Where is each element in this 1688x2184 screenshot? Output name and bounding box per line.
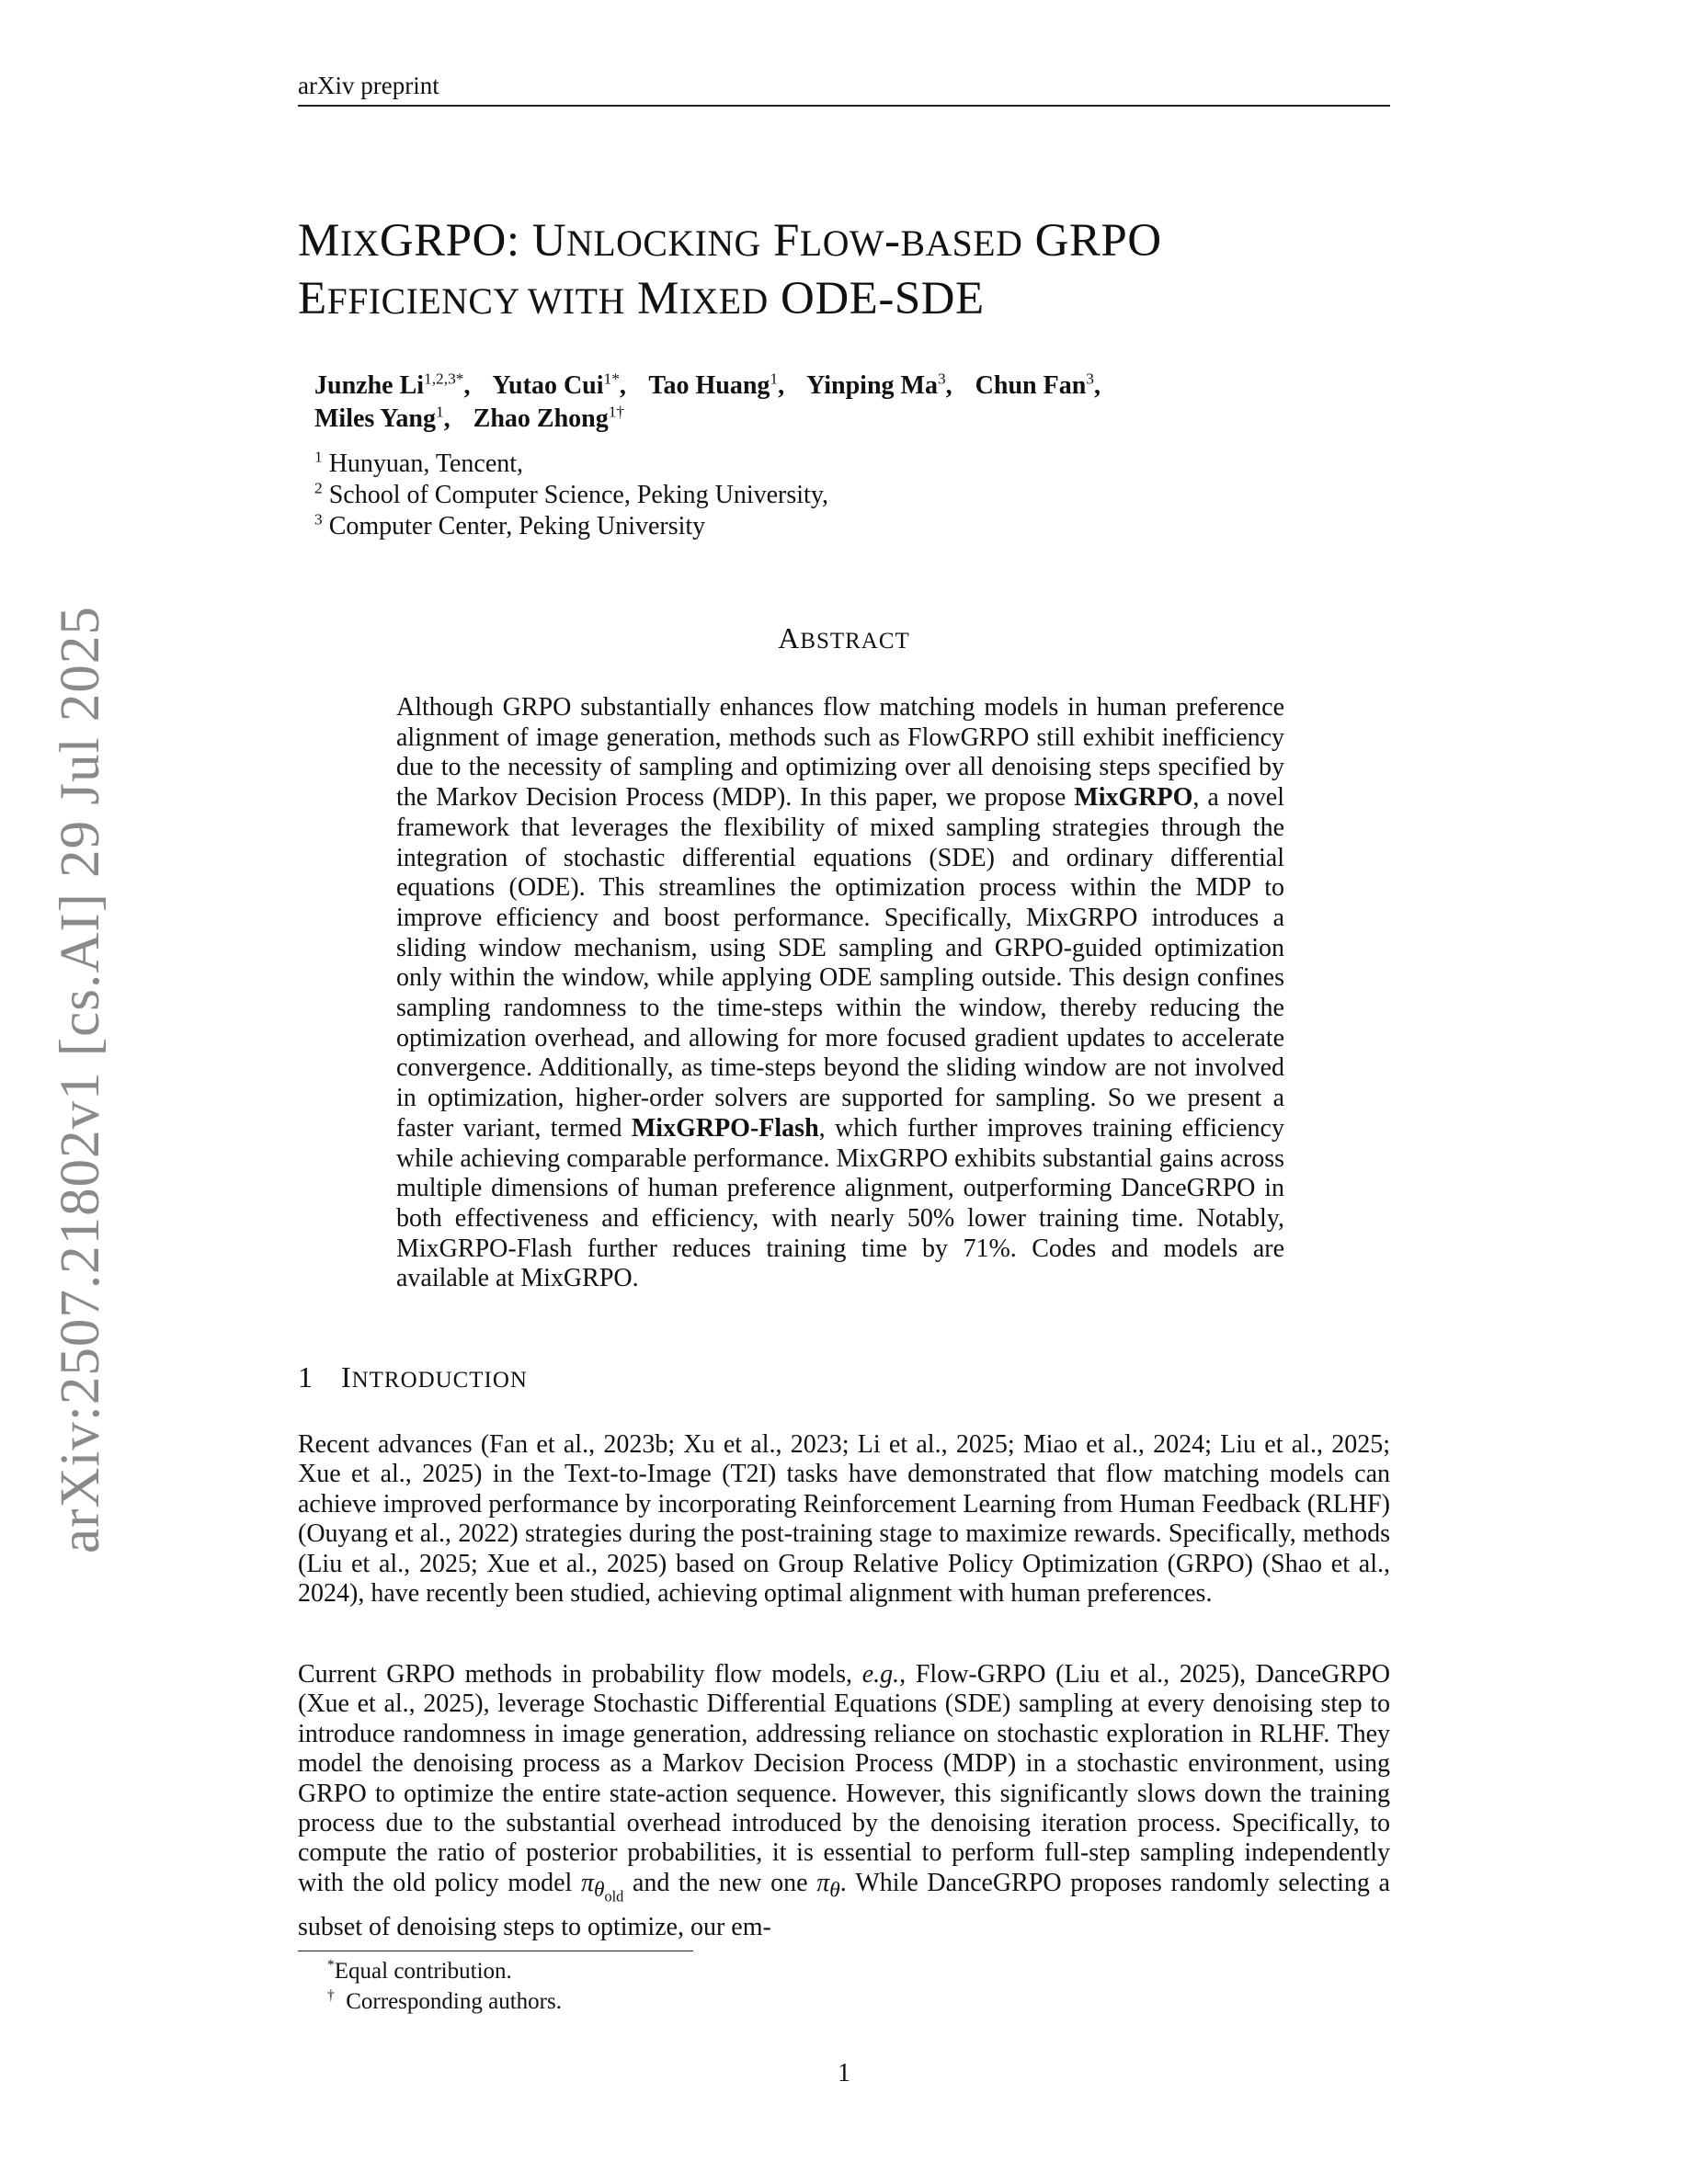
affiliation-text: Computer Center, Peking University (328, 512, 706, 540)
intro-paragraph-1: Recent advances (Fan et al., 2023b; Xu et al., 2023; Li et al., 2025; Miao et al., 2024; Liu et al., 2025; Xue et al., 2025) in the Text-to-Image (T2I) tasks have demonstrated that flow matching models can achieve improved performance by incorporating Reinforcement Learning from Human Feedback (RLHF) (Ouyang et al., 2022) strategies during the post-training stage to maximize rewards. Specifically, methods (Liu et al., 2025; Xue et al., 2025) based on Group Relative Policy Optimization (GRPO) (Shao et al., 2024), have recently been studied, achieving optimal alignment with human preferences. (298, 1430, 1390, 1609)
affiliation (314, 449, 828, 480)
author-name: Junzhe Li (314, 371, 425, 400)
header-rule (298, 105, 1390, 107)
author-line-1 (314, 370, 1326, 403)
title-part: F (760, 215, 800, 267)
abstract-method-name: MixGRPO (1074, 783, 1193, 813)
math-pi-old: π (580, 1868, 594, 1897)
author (473, 404, 624, 433)
running-head: arXiv preprint (298, 72, 439, 99)
title-part: GRPO: U (379, 215, 567, 267)
paragraph-text: Current GRPO methods in probability flow models, (298, 1660, 862, 1689)
intro-paragraph-2 (298, 1660, 1390, 1942)
math-pi-new: π (816, 1868, 830, 1897)
title-line-1 (298, 213, 1392, 271)
section-heading-introduction (298, 1360, 528, 1394)
footnote (327, 1956, 562, 1986)
title-smallcaps: IXED (679, 281, 769, 322)
title-smallcaps: FFICIENCY WITH (326, 281, 625, 322)
author: Tao Huang$^1$, (648, 370, 785, 400)
abstract-heading (0, 621, 1688, 655)
author-affiliation-mark: 1 (435, 403, 444, 421)
affiliation (314, 511, 828, 542)
abstract-heading-rest: BSTRACT (800, 629, 910, 654)
affiliation-number: 3 (314, 510, 323, 529)
paragraph-text: and the new one (623, 1868, 817, 1897)
affiliation-number: 2 (314, 479, 323, 497)
author-affiliation-mark: 1† (608, 403, 625, 421)
footnotes (327, 1956, 562, 2017)
title-char: E (298, 273, 327, 324)
author-name: Zhao Zhong (473, 404, 609, 433)
affiliation-text: School of Computer Science, Peking University, (328, 481, 829, 509)
author-affiliation-mark: 1 (770, 370, 779, 388)
affiliation-number: 1 (314, 448, 323, 466)
paragraph-italic: e.g., (861, 1660, 907, 1689)
author-line-2 (314, 403, 1326, 436)
math-subscript: θ (829, 1878, 840, 1903)
author: Chun Fan$^3$, (975, 370, 1101, 400)
author-affiliation-mark: 3 (1086, 370, 1094, 388)
section-heading-initial: I (341, 1360, 352, 1393)
author-list (314, 370, 1326, 436)
abstract-variant-name: MixGRPO-Flash (631, 1113, 819, 1143)
title-part: GRPO (1022, 215, 1162, 267)
title-smallcaps: BASED (900, 223, 1023, 264)
author: Yinping Ma$^3$, (806, 370, 952, 400)
abstract-text: , which further improves training efficiency while achieving comparable performance. MixGRPO exhibits substantial gains across multiple dimensions of human preference alignment, outperforming DanceGRPO in both effectiveness and efficiency, with nearly 50% lower training time. Notably, MixGRPO-Flash further reduces training time by 71%. Codes and models are available at MixGRPO. (396, 1113, 1284, 1293)
affiliation-text: Hunyuan, Tencent, (328, 449, 524, 478)
math-subsubscript: old (604, 1888, 624, 1906)
abstract-text: , a novel framework that leverages the flexibility of mixed sampling strategies through the integration of stochastic differential equations (SDE) and ordinary differential equations (ODE). This streamlines the optimization process within the MDP to improve efficiency and boost performance. Specifically, MixGRPO introduces a sliding window mechanism, using SDE sampling and GRPO-guided optimization only within the window, while applying ODE sampling outside. This design confines sampling randomness to the time-steps within the window, thereby reducing the optimization overhead, and allowing for more focused gradient updates to accelerate convergence. Additionally, as time-steps beyond the sliding window are not involved in optimization, higher-order solvers are supported for sampling. So we present a faster variant, termed (396, 783, 1285, 1143)
footnote-text: Corresponding authors. (334, 1989, 562, 2014)
affiliation (314, 480, 828, 511)
author: Miles Yang$^1$, (314, 403, 451, 433)
section-heading-rest: NTRODUCTION (351, 1368, 528, 1393)
title-char: M (298, 215, 340, 267)
math-subscript: θ (593, 1878, 605, 1903)
author: Junzhe $Li^{1,2,3*}$, (314, 370, 471, 400)
paragraph-text: Flow-GRPO (Liu et al., 2025), DanceGRPO (Xue et al., 2025), leverage Stochastic Differential Equations (SDE) sampling at every denoising step to introduce randomness in image generation, addressing reliance on stochastic exploration in RLHF. They model the denoising process as a Markov Decision Process (MDP) in a stochastic environment, using GRPO to optimize the entire state-action sequence. However, this significantly slows down the training process due to the substantial overhead introduced by the denoising iteration process. Specifically, to compute the ratio of posterior probabilities, it is essential to perform full-step sampling independently with the old policy model (298, 1660, 1390, 1897)
footnote-mark: * (327, 1957, 335, 1974)
footnote-mark: † (327, 1987, 335, 2004)
abstract-body (396, 693, 1284, 1294)
author-name: Yutao Cui (492, 371, 604, 400)
author-name: Tao Huang (648, 371, 770, 400)
title-line-2 (298, 271, 1392, 329)
author-affiliation-mark: 1* (603, 370, 620, 388)
footnote (327, 1986, 562, 2017)
author-affiliation-mark: 3 (937, 370, 946, 388)
abstract-heading-initial: A (778, 621, 801, 654)
title-part: M (624, 273, 679, 324)
author-name: Yinping Ma (806, 371, 938, 400)
author-name: Chun Fan (975, 371, 1087, 400)
footnote-text: Equal contribution. (334, 1959, 512, 1984)
section-number: 1 (298, 1360, 314, 1393)
author-name: Miles Yang (314, 404, 436, 433)
arxiv-side-stamp: arXiv:2507.21802v1 [cs.AI] 29 Jul 2025 (50, 606, 111, 1553)
title-part: - (884, 215, 901, 267)
paper-title (298, 213, 1392, 329)
title-part: ODE-SDE (768, 273, 985, 324)
affiliation-list (314, 449, 828, 542)
author-affiliation-mark: 1,2,3* (424, 370, 464, 388)
abstract-text: Although GRPO substantially enhances flow matching models in human preference alignment of image generation, methods such as FlowGRPO still exhibit inefficiency due to the necessity of sampling and optimizing over all denoising steps specified by the Markov Decision Process (MDP). In this paper, we propose (396, 693, 1284, 813)
author: Yutao Cui$^{1*}$, (492, 370, 626, 400)
page-number: 1 (838, 2059, 850, 2087)
title-smallcaps: LOW (799, 223, 884, 264)
title-smallcaps: IX (339, 223, 380, 264)
title-smallcaps: NLOCKING (566, 223, 761, 264)
paragraph-text: . While DanceGRPO proposes randomly selecting a subset of denoising steps to optimize, our em- (298, 1868, 1390, 1941)
